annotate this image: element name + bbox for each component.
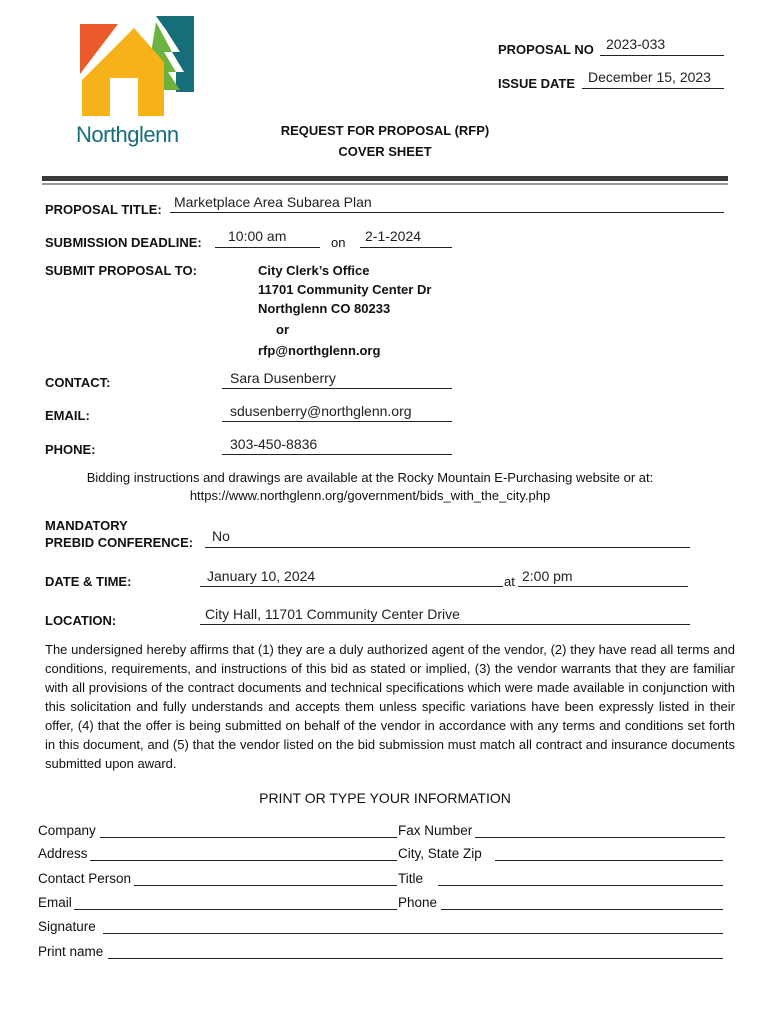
city-label: City, State Zip — [398, 846, 482, 861]
affirmation-paragraph: The undersigned hereby affirms that (1) they are a duly authorized agent of the vendor, (2) they have read all terms and conditions, requirements, and instructions of this bid as stated or implied, (3) the vendor warrants that they are familiar with all provisions of the contract documents and technical specifications which were made available in conjunction with this solicitation and fully understands and accepts them unless specific variations have been expressly listed in their offer, (4) that the offer is being submitted on behalf of the vendor in accordance with any terms and conditions set forth in this document, and (5) that the vendor listed on the bid submission must match all contract and insurance documents submitted upon award. — [45, 642, 735, 771]
signature-label: Signature — [38, 919, 96, 934]
at-label: at — [504, 574, 515, 589]
prebid-label-2: PREBID CONFERENCE: — [45, 535, 194, 550]
contact-label: CONTACT: — [45, 375, 111, 390]
submit-to-line-3: Northglenn CO 80233 — [258, 301, 391, 316]
print-info-heading: PRINT OR TYPE YOUR INFORMATION — [259, 790, 511, 806]
rfp-title: REQUEST FOR PROPOSAL (RFP) — [280, 123, 490, 138]
email-info-label: Email — [38, 895, 72, 910]
city-field[interactable] — [495, 860, 723, 861]
issue-date-label: ISSUE DATE — [498, 76, 576, 91]
company-label: Company — [38, 823, 96, 838]
header-divider — [42, 176, 728, 181]
cover-sheet-title: COVER SHEET — [338, 144, 432, 159]
house-tree-icon — [76, 12, 200, 122]
email-info-field[interactable] — [74, 909, 397, 910]
proposal-no-value: 2023-033 — [606, 36, 666, 52]
phone-info-field[interactable] — [441, 909, 723, 910]
phone-line — [222, 454, 452, 455]
phone-label: PHONE: — [45, 442, 96, 457]
phone-info-label: Phone — [398, 895, 438, 910]
proposal-no-line — [600, 55, 724, 56]
phone-value: 303-450-8836 — [230, 436, 318, 452]
prebid-line — [205, 547, 690, 548]
proposal-no-label: PROPOSAL NO — [498, 42, 594, 57]
issue-date-line — [582, 88, 724, 89]
contact-line — [222, 388, 452, 389]
title-field[interactable] — [438, 885, 723, 886]
prebid-time: 2:00 pm — [522, 568, 573, 584]
bidding-instructions: Bidding instructions and drawings are available at the Rocky Mountain E-Purchasing website or at: — [86, 470, 654, 485]
contact-person-field[interactable] — [134, 885, 397, 886]
deadline-label: SUBMISSION DEADLINE: — [45, 235, 202, 250]
prebid-label-1: MANDATORY — [45, 518, 128, 533]
prebid-date: January 10, 2024 — [207, 568, 316, 584]
location-value: City Hall, 11701 Community Center Drive — [205, 606, 460, 622]
prebid-value: No — [212, 528, 230, 544]
email-line — [222, 421, 452, 422]
bidding-url[interactable]: https://www.northglenn.org/government/bids_with_the_city.php — [189, 488, 551, 503]
proposal-title-line — [170, 212, 724, 213]
submit-to-email[interactable]: rfp@northglenn.org — [258, 343, 381, 358]
datetime-label: DATE & TIME: — [45, 574, 132, 589]
issue-date-value: December 15, 2023 — [588, 69, 711, 85]
deadline-time-line — [215, 247, 320, 248]
print-name-field[interactable] — [108, 958, 723, 959]
contact-value: Sara Dusenberry — [230, 370, 336, 386]
address-field[interactable] — [90, 860, 397, 861]
prebid-time-line — [518, 586, 688, 587]
deadline-date-line — [360, 247, 452, 248]
print-name-label: Print name — [38, 944, 104, 959]
location-label: LOCATION: — [45, 613, 117, 628]
submit-to-or: or — [276, 322, 289, 337]
deadline-time: 10:00 am — [228, 228, 287, 244]
fax-label: Fax Number — [398, 823, 473, 838]
company-field[interactable] — [100, 837, 397, 838]
signature-field[interactable] — [103, 933, 723, 934]
location-line — [200, 624, 690, 625]
contact-person-label: Contact Person — [38, 871, 132, 886]
proposal-title-label: PROPOSAL TITLE: — [45, 202, 162, 217]
logo-wordmark: Northglenn — [76, 122, 179, 147]
address-label: Address — [38, 846, 88, 861]
email-label: EMAIL: — [45, 408, 90, 423]
submit-to-label: SUBMIT PROPOSAL TO: — [45, 263, 197, 278]
on-label: on — [331, 235, 346, 250]
fax-field[interactable] — [475, 837, 725, 838]
deadline-date: 2-1-2024 — [365, 228, 422, 244]
email-value[interactable]: sdusenberry@northglenn.org — [230, 403, 412, 419]
submit-to-line-1: City Clerk’s Office — [258, 263, 370, 278]
proposal-title-value: Marketplace Area Subarea Plan — [174, 194, 372, 210]
title-label: Title — [398, 871, 424, 886]
header-divider-shadow — [42, 183, 728, 185]
submit-to-line-2: 11701 Community Center Dr — [258, 282, 432, 297]
prebid-date-line — [200, 586, 503, 587]
